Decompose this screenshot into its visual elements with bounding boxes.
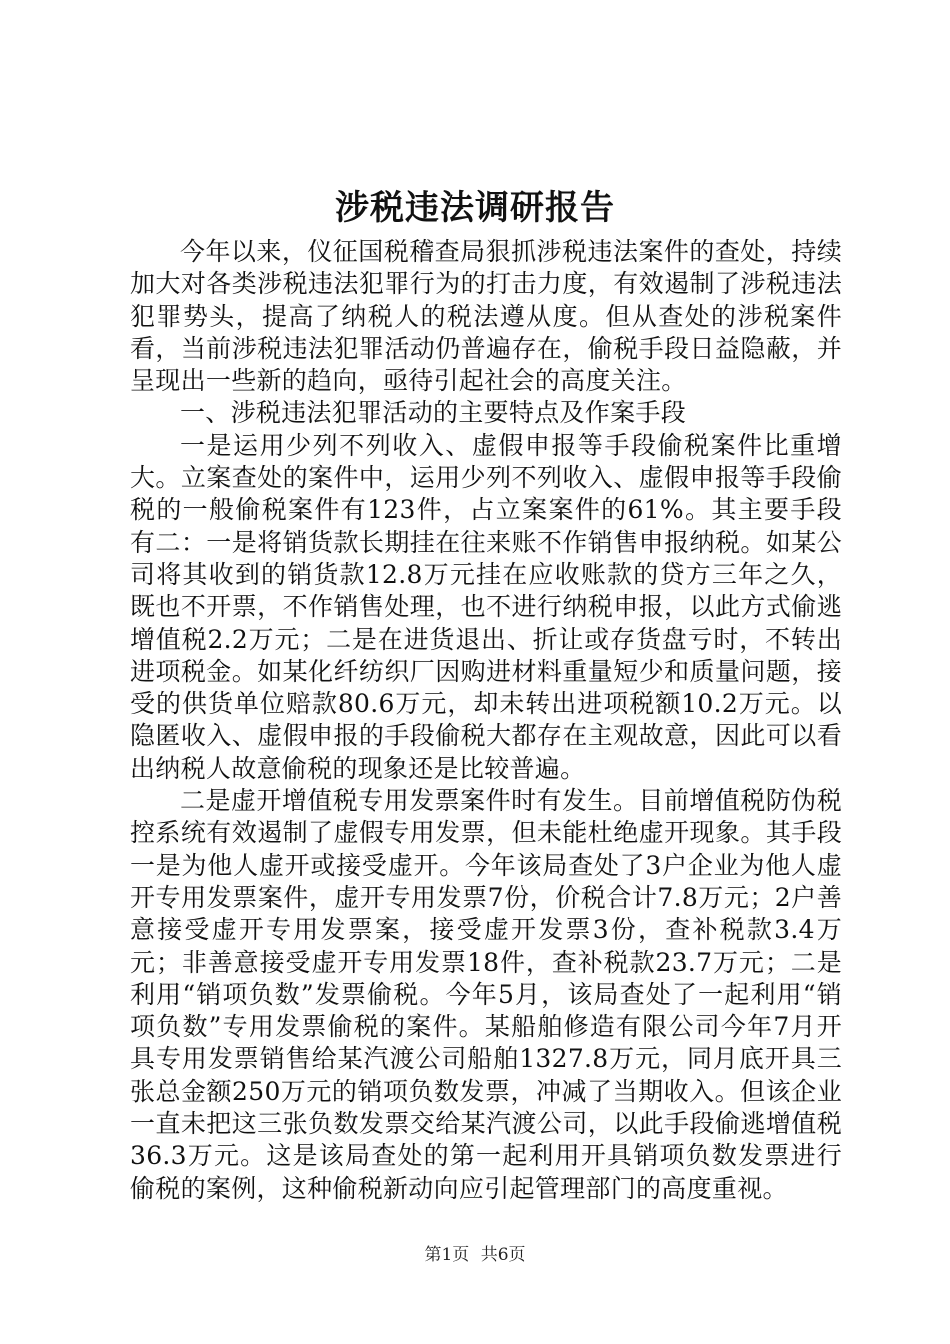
page-total: 共6页 [480, 1245, 526, 1265]
body-paragraph-2: 二是虚开增值税专用发票案件时有发生。目前增值税防伪税控系统有效遏制了虚假专用发票，但未能杜绝虚开现象。其手段一是为他人虚开或接受虚开。今年该局查处了3户企业为他人虚开专用发票案件，虚开专用发票7份，价税合计7.8万元；2户善意接受虚开专用发票案，接受虚开发票3份，查补税款3.4万元；非善意接受虚开专用发票18件，查补税款23.7万元；二是利用“销项负数”发票偷税。今年5月，该局查处了一起利用“销项负数”专用发票偷税的案件。某船舶修造有限公司今年7月开具专用发票销售给某汽渡公司船舶1327.8万元，同月底开具三张总金额250万元的销项负数发票，冲减了当期收入。但该企业一直未把这三张负数发票交给某汽渡公司，以此手段偷逃增值税36.3万元。这是该局查处的第一起利用开具销项负数发票进行偷税的案例，这种偷税新动向应引起管理部门的高度重视。 [130, 786, 842, 1203]
body-paragraph-1: 一是运用少列不列收入、虚假申报等手段偷税案件比重增大。立案查处的案件中，运用少列不列收入、虚假申报等手段偷税的一般偷税案件有123件，占立案案件的61%。其主要手段有二：一是将销货款长期挂在往来账不作销售申报纳税。如某公司将其收到的销货款12.8万元挂在应收账款的贷方三年之久，既也不开票，不作销售处理，也不进行纳税申报，以此方式偷逃增值税2.2万元；二是在进货退出、折让或存货盘亏时，不转出进项税金。如某化纤纺织厂因购进材料重量短少和质量问题，接受的供货单位赔款80.6万元，却未转出进项税额10.2万元。以隐匿收入、虚假申报的手段偷税大都存在主观故意，因此可以看出纳税人故意偷税的现象还是比较普遍。 [130, 430, 842, 783]
page-footer [0, 1243, 950, 1267]
document-title: 涉税违法调研报告 [335, 188, 615, 228]
page-number: 第1页 [424, 1245, 470, 1265]
section-heading: 一、涉税违法犯罪活动的主要特点及作案手段 [180, 398, 687, 428]
intro-paragraph: 今年以来，仪征国税稽查局狠抓涉税违法案件的查处，持续加大对各类涉税违法犯罪行为的打击力度，有效遏制了涉税违法犯罪势头，提高了纳税人的税法遵从度。但从查处的涉税案件看，当前涉税违法犯罪活动仍普遍存在，偷税手段日益隐蔽，并呈现出一些新的趋向，亟待引起社会的高度关注。 [130, 237, 842, 396]
document-body [130, 236, 842, 1205]
